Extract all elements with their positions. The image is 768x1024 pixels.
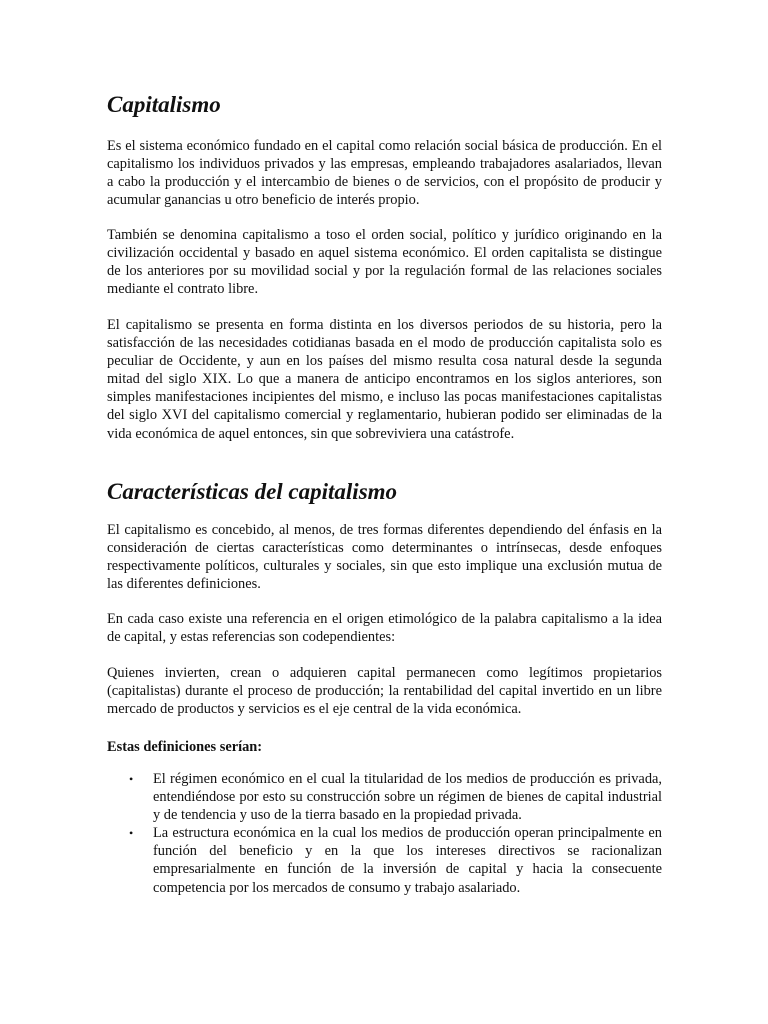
list-item-text: El régimen económico en el cual la titularidad de los medios de producción es privada, entendiéndose por esto su construcción sobre un régimen de bienes de capital industrial y de tendencia y uso de la tierra basado en la propiedad privada. (153, 771, 662, 824)
section-title-capitalismo: Capitalismo (107, 92, 221, 117)
paragraph: También se denomina capitalismo a toso el orden social, político y jurídico originando en la civilización occidental y basado en aquel sistema económico. El orden capitalista se distingue de los anteriores por su movilidad social y por la regulación formal de las relaciones sociales mediante el contrato libre. (107, 227, 662, 298)
list-item (107, 770, 662, 824)
list-item (107, 824, 662, 896)
list-heading: Estas definiciones serían: (107, 739, 263, 755)
paragraph: El capitalismo se presenta en forma distinta en los diversos periodos de su historia, pero la satisfacción de las necesidades cotidianas basada en el modo de producción capitalista solo es peculiar de Occidente, y aun en los países del mismo resulta cosa natural desde la segunda mitad del siglo XIX. Lo que a manera de anticipo encontramos en los siglos anteriores, son simples manifestaciones incipientes del mismo, e incluso las pocas manifestaciones capitalistas del siglo XVI del capitalismo comercial y reglamentario, hubieran podido ser eliminadas de la vida económica de aquel entonces, sin que sobreviviera una catástrofe. (107, 317, 662, 442)
section-title-caracteristicas: Características del capitalismo (107, 479, 398, 504)
paragraph: Es el sistema económico fundado en el capital como relación social básica de producción. En el capitalismo los individuos privados y las empresas, empleando trabajadores asalariados, llevan a cabo la producción y el intercambio de bienes o de servicios, con el propósito de producir y acumular ganancias u otro beneficio de interés propio. (107, 138, 662, 209)
list-item-text: La estructura económica en la cual los medios de producción operan principalmente en función del beneficio y en la que los intereses directivos se racionalizan empresarialmente en función de la inversión de capital y hacia la consecuente competencia por los mercados de consumo y trabajo asalariado. (153, 825, 662, 896)
bullet-icon: • (129, 826, 134, 841)
paragraph: Quienes invierten, crean o adquieren capital permanecen como legítimos propietarios (capitalistas) durante el proceso de producción; la rentabilidad del capital invertido en un libre mercado de productos y servicios es el eje central de la vida económica. (107, 665, 662, 718)
bullet-icon: • (129, 772, 134, 786)
paragraph: El capitalismo es concebido, al menos, de tres formas diferentes dependiendo del énfasis en la consideración de ciertas características como determinantes o intrínsecas, desde enfoques respectivamente políticos, culturales y sociales, sin que esto implique una exclusión mutua de las diferentes definiciones. (107, 522, 662, 593)
definitions-list (107, 770, 662, 897)
paragraph: En cada caso existe una referencia en el origen etimológico de la palabra capitalismo a la idea de capital, y estas referencias son codependientes: (107, 611, 662, 646)
